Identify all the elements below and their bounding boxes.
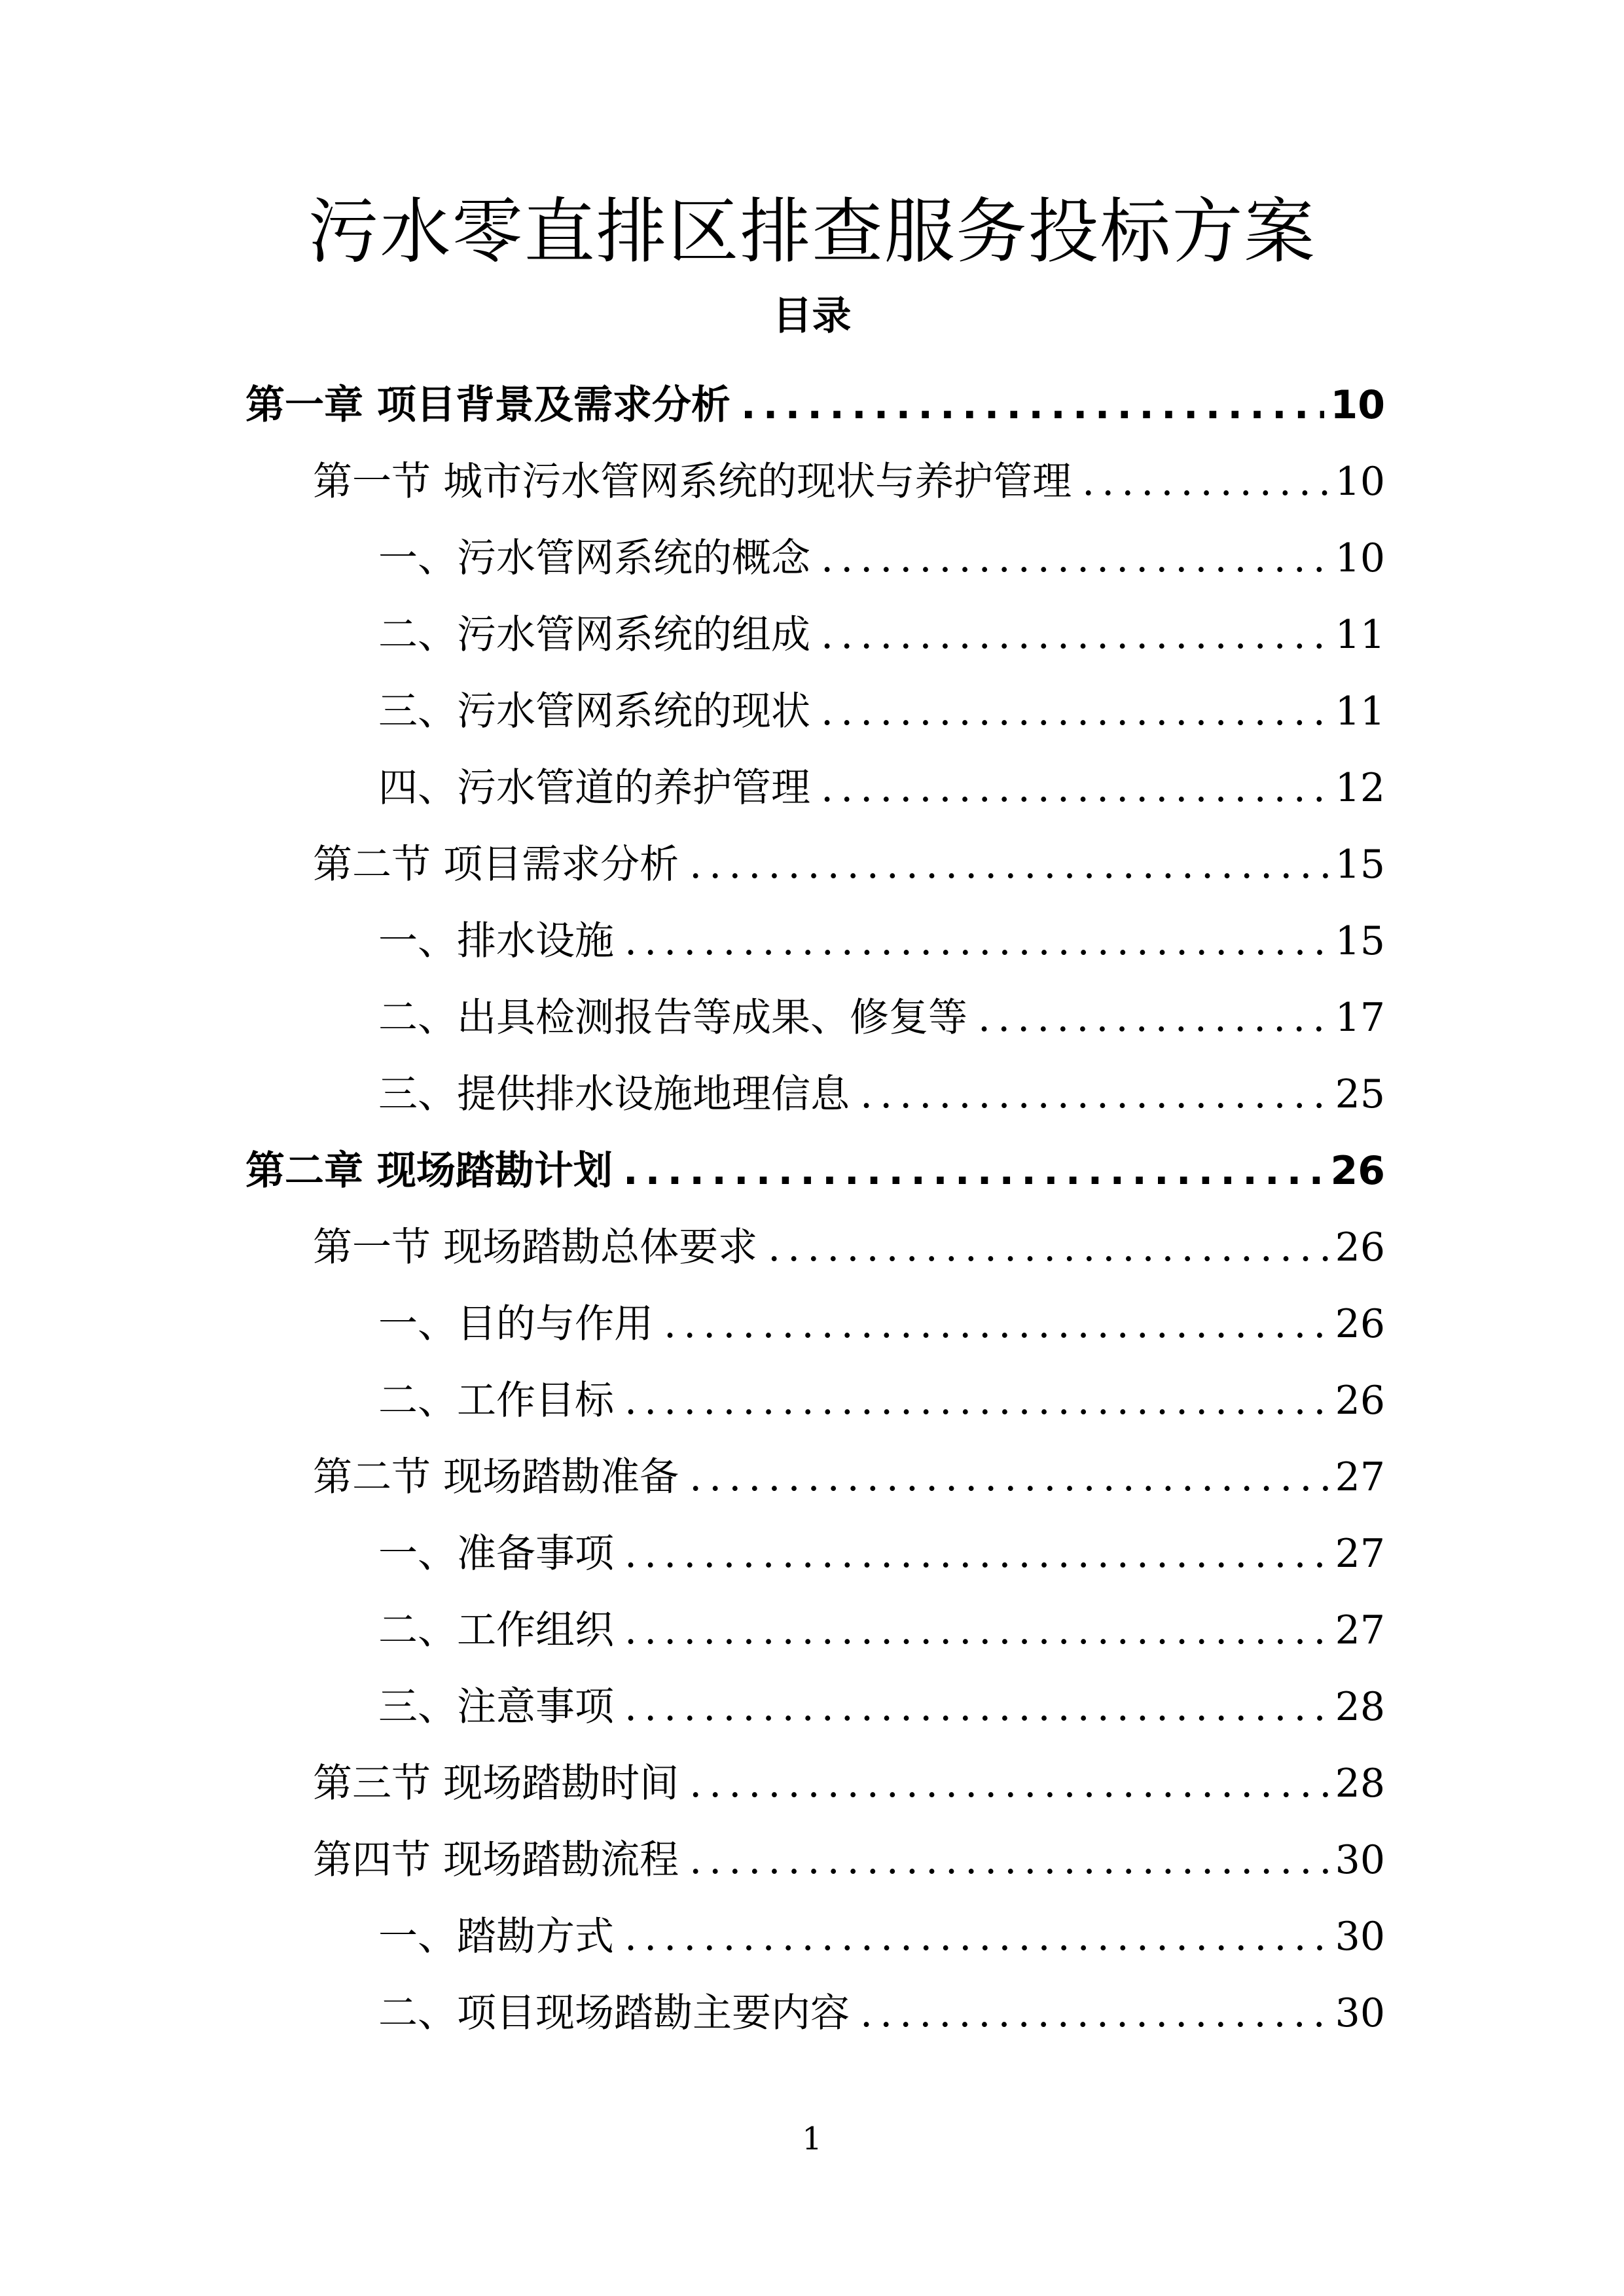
toc-page-number: 28 bbox=[1335, 1683, 1385, 1730]
toc-page-number: 26 bbox=[1335, 1377, 1385, 1424]
toc-entry-section[interactable] bbox=[0, 1745, 1624, 1821]
toc-dot-leader bbox=[821, 762, 1329, 814]
toc-page-number: 15 bbox=[1335, 841, 1385, 888]
toc-page-number: 10 bbox=[1330, 382, 1385, 428]
toc-page-number: 26 bbox=[1335, 1224, 1385, 1270]
toc-page-number: 30 bbox=[1335, 1837, 1385, 1883]
toc-entry-item[interactable] bbox=[0, 1898, 1624, 1975]
toc-dot-leader bbox=[624, 1604, 1329, 1657]
toc-entry-title: 四、污水管道的养护管理 bbox=[378, 764, 810, 811]
toc-page-number: 30 bbox=[1335, 1913, 1385, 1960]
toc-entry-title: 三、污水管网系统的现状 bbox=[378, 688, 810, 734]
toc-entry-title: 一、目的与作用 bbox=[378, 1300, 653, 1347]
toc-entry-title: 第三节 现场踏勘时间 bbox=[313, 1760, 679, 1806]
toc-entry-item[interactable] bbox=[0, 1975, 1624, 2051]
toc-page-number: 17 bbox=[1335, 994, 1385, 1041]
toc-entry-title: 二、出具检测报告等成果、修复等 bbox=[378, 994, 967, 1041]
toc-entry-title: 第一节 现场踏勘总体要求 bbox=[313, 1224, 758, 1270]
toc-entry-title: 二、污水管网系统的组成 bbox=[378, 611, 810, 658]
toc-entry-title: 一、污水管网系统的概念 bbox=[378, 535, 810, 581]
toc-dot-leader bbox=[623, 1145, 1324, 1197]
toc-entry-title: 二、工作目标 bbox=[378, 1377, 614, 1424]
document-title: 污水零直排区排查服务投标方案 bbox=[308, 191, 1316, 273]
toc-page-number: 27 bbox=[1335, 1607, 1385, 1653]
toc-entry-item[interactable] bbox=[0, 1668, 1624, 1745]
toc-entry-item[interactable] bbox=[0, 1056, 1624, 1132]
toc-dot-leader bbox=[741, 379, 1324, 431]
toc-dot-leader bbox=[689, 1834, 1329, 1886]
toc-page-number: 11 bbox=[1335, 611, 1385, 658]
toc-dot-leader bbox=[624, 1681, 1329, 1733]
toc-dot-leader bbox=[821, 609, 1329, 661]
toc-dot-leader bbox=[624, 1910, 1329, 1963]
toc-dot-leader bbox=[624, 915, 1329, 967]
toc-dot-leader bbox=[664, 1298, 1329, 1350]
toc-dot-leader bbox=[821, 685, 1329, 738]
toc-page-number: 11 bbox=[1335, 688, 1385, 734]
toc-dot-leader bbox=[624, 1374, 1329, 1427]
toc-dot-leader bbox=[978, 992, 1329, 1044]
toc-entry-item[interactable] bbox=[0, 596, 1624, 673]
table-of-contents bbox=[0, 367, 1624, 2051]
toc-entry-title: 二、工作组织 bbox=[378, 1607, 614, 1653]
toc-dot-leader bbox=[624, 1528, 1329, 1580]
toc-entry-title: 二、项目现场踏勘主要内容 bbox=[378, 1990, 850, 2036]
toc-entry-title: 第一节 城市污水管网系统的现状与养护管理 bbox=[313, 458, 1072, 505]
toc-entry-title: 第二节 项目需求分析 bbox=[313, 841, 679, 888]
toc-dot-leader bbox=[821, 532, 1329, 584]
toc-page-number: 15 bbox=[1335, 918, 1385, 964]
toc-dot-leader bbox=[768, 1221, 1329, 1274]
toc-dot-leader bbox=[860, 1068, 1329, 1121]
toc-entry-item[interactable] bbox=[0, 903, 1624, 979]
toc-dot-leader bbox=[689, 1451, 1329, 1503]
toc-entry-chapter[interactable] bbox=[0, 367, 1624, 443]
page-number: 1 bbox=[802, 2121, 822, 2157]
toc-entry-title: 一、踏勘方式 bbox=[378, 1913, 614, 1960]
toc-entry-title: 第四节 现场踏勘流程 bbox=[313, 1837, 679, 1883]
toc-entry-item[interactable] bbox=[0, 1592, 1624, 1668]
toc-page-number: 25 bbox=[1335, 1071, 1385, 1117]
toc-entry-item[interactable] bbox=[0, 1285, 1624, 1362]
toc-page-number: 26 bbox=[1335, 1300, 1385, 1347]
toc-entry-section[interactable] bbox=[0, 443, 1624, 520]
toc-entry-title: 三、提供排水设施地理信息 bbox=[378, 1071, 850, 1117]
toc-entry-section[interactable] bbox=[0, 1439, 1624, 1515]
toc-entry-title: 第二章 现场踏勘计划 bbox=[245, 1147, 613, 1194]
toc-entry-section[interactable] bbox=[0, 1209, 1624, 1285]
toc-entry-title: 一、准备事项 bbox=[378, 1530, 614, 1577]
toc-entry-item[interactable] bbox=[0, 1362, 1624, 1439]
toc-page-number: 28 bbox=[1335, 1760, 1385, 1806]
toc-page-number: 10 bbox=[1335, 458, 1385, 505]
toc-entry-section[interactable] bbox=[0, 826, 1624, 903]
toc-entry-item[interactable] bbox=[0, 520, 1624, 596]
toc-page-number: 10 bbox=[1335, 535, 1385, 581]
toc-entry-item[interactable] bbox=[0, 749, 1624, 826]
toc-page-number: 27 bbox=[1335, 1454, 1385, 1500]
toc-entry-title: 一、排水设施 bbox=[378, 918, 614, 964]
toc-heading: 目录 bbox=[772, 293, 852, 339]
toc-entry-title: 第一章 项目背景及需求分析 bbox=[245, 382, 731, 428]
toc-dot-leader bbox=[1082, 456, 1329, 508]
toc-entry-item[interactable] bbox=[0, 1515, 1624, 1592]
toc-entry-title: 第二节 现场踏勘准备 bbox=[313, 1454, 679, 1500]
toc-page-number: 27 bbox=[1335, 1530, 1385, 1577]
toc-dot-leader bbox=[860, 1987, 1329, 2039]
toc-entry-item[interactable] bbox=[0, 979, 1624, 1056]
toc-page-number: 26 bbox=[1330, 1147, 1385, 1194]
toc-page-number: 12 bbox=[1335, 764, 1385, 811]
toc-dot-leader bbox=[689, 838, 1329, 891]
toc-entry-title: 三、注意事项 bbox=[378, 1683, 614, 1730]
toc-page-number: 30 bbox=[1335, 1990, 1385, 2036]
toc-entry-section[interactable] bbox=[0, 1821, 1624, 1898]
toc-entry-item[interactable] bbox=[0, 673, 1624, 749]
toc-entry-chapter[interactable] bbox=[0, 1132, 1624, 1209]
toc-dot-leader bbox=[689, 1757, 1329, 1810]
